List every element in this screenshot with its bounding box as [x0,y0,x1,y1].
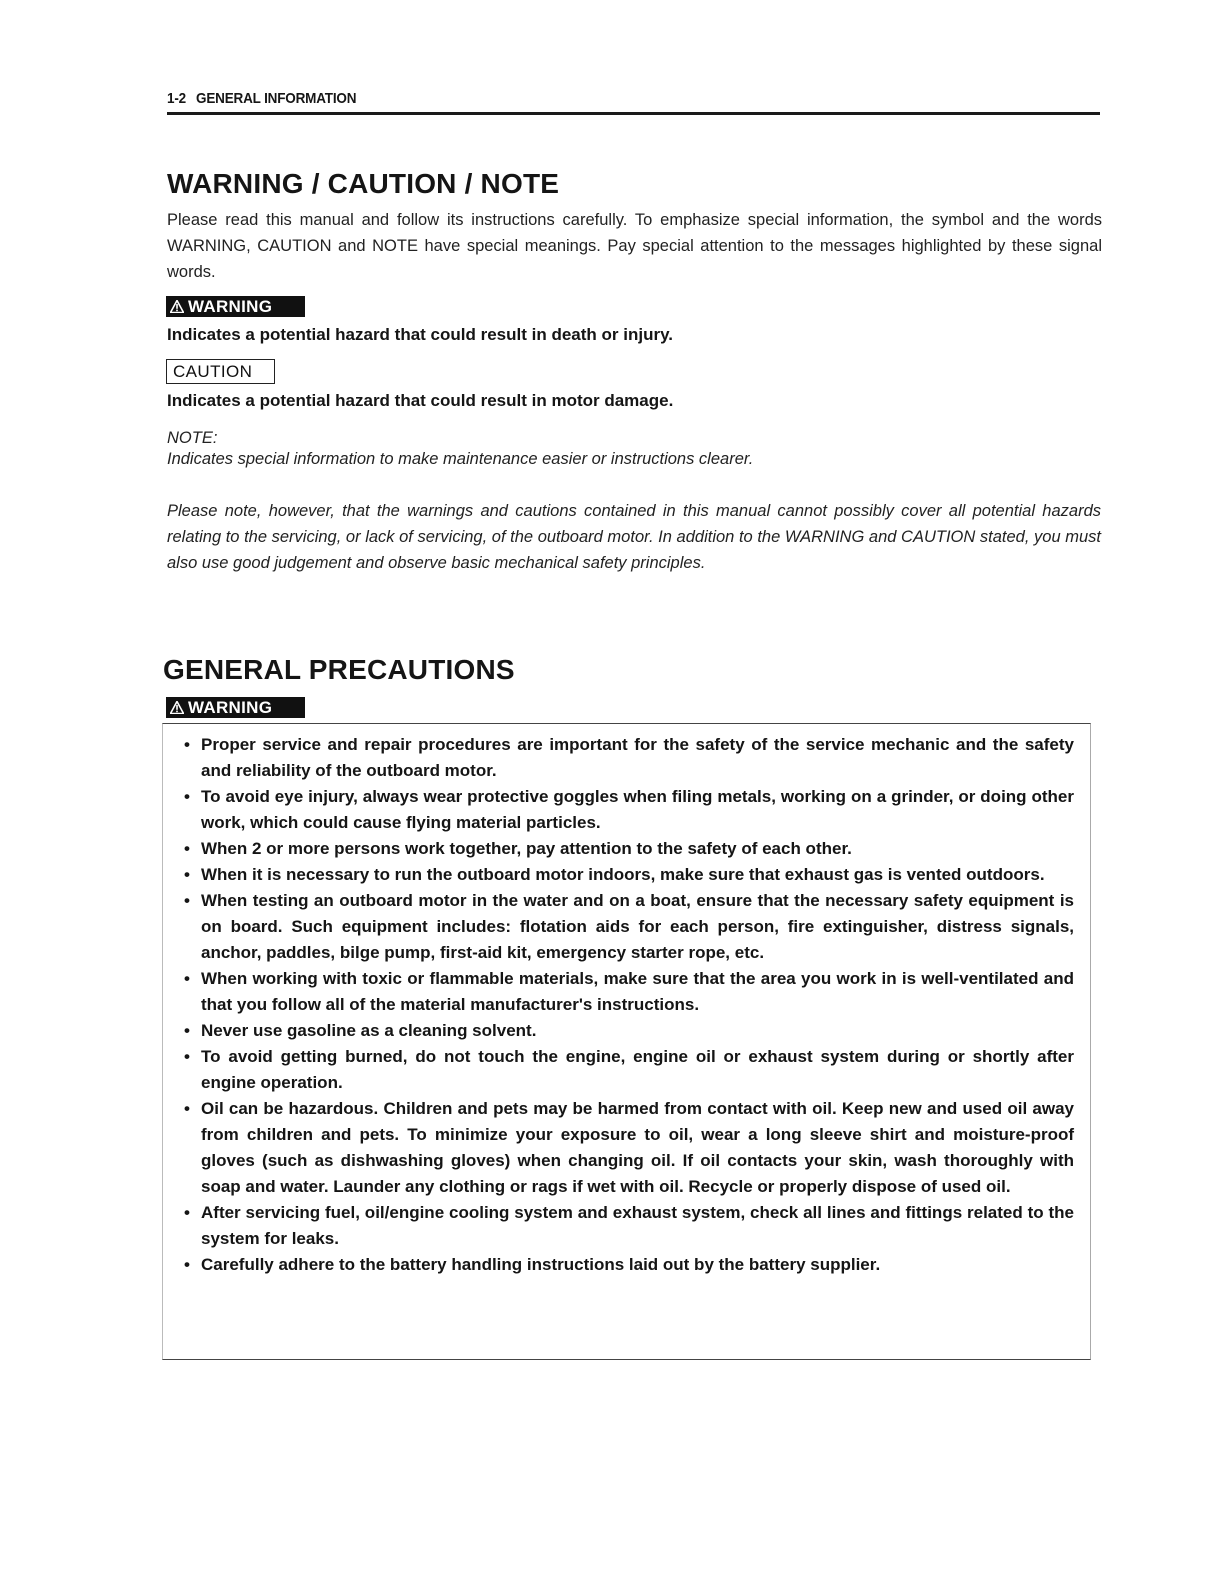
bullet: • [184,969,190,988]
precautions-warning-badge [166,697,305,718]
list-item-text: When it is necessary to run the outboard motor indoors, make sure that exhaust gas is vented outdoors. [201,865,1045,884]
warning-triangle-icon [170,701,184,714]
bullet: • [184,891,190,910]
bullet: • [184,1047,190,1066]
section-title-warning-caution-note: WARNING / CAUTION / NOTE [167,168,560,199]
bullet: • [184,1099,190,1118]
note-label: NOTE: [167,429,218,447]
list-item-text: Oil can be hazardous. Children and pets may be harmed from contact with oil. Keep new and used oil away from children and pets. To minimize your exposure to oil, wear a long sleeve shirt and moisture-proof gloves (such as dishwashing gloves) when changing oil. If oil contacts your skin, wash thoroughly with soap and water. Launder any clothing or rags if wet with oil. Recycle or properly dispose of used oil. [201,1099,1074,1196]
caution-badge: CAUTION [166,359,275,384]
list-item [184,1018,1074,1044]
list-item [184,732,1074,784]
bullet: • [184,735,190,754]
caution-definition: Indicates a potential hazard that could result in motor damage. [167,391,674,410]
disclaimer-paragraph: Please note, however, that the warnings and cautions contained in this manual cannot possibly cover all potential hazards relating to the servicing, or lack of servicing, of the outboard motor. In addition to the WARNING and CAUTION stated, you must also use good judgement and observe basic mechanical safety principles. [167,502,1101,572]
list-item-text: When 2 or more persons work together, pay attention to the safety of each other. [201,839,852,858]
list-item-text: When working with toxic or flammable materials, make sure that the area you work in is well-ventilated and that you follow all of the material manufacturer's instructions. [201,969,1074,1014]
list-item [184,836,1074,862]
list-item-text: To avoid getting burned, do not touch the engine, engine oil or exhaust system during or shortly after engine operation. [201,1047,1074,1092]
note-definition: Indicates special information to make maintenance easier or instructions clearer. [167,450,754,468]
running-header-section: GENERAL INFORMATION [196,90,357,107]
list-item-text: When testing an outboard motor in the water and on a boat, ensure that the necessary safety equipment is on board. Such equipment includes: flotation aids for each person, fire extinguisher, distress signals, anchor, paddles, bilge pump, first-aid kit, emergency starter rope, etc. [201,891,1074,962]
list-item [184,784,1074,836]
warning-badge [166,296,305,317]
running-header [167,88,1100,115]
page-number: 1-2 [167,90,186,107]
list-item [184,966,1074,1018]
warning-badge-label: WARNING [188,297,273,316]
bullet: • [184,1255,190,1274]
list-item [184,1044,1074,1096]
list-item [184,862,1074,888]
section-title-general-precautions: GENERAL PRECAUTIONS [163,654,515,685]
bullet: • [184,787,190,806]
bullet: • [184,839,190,858]
bullet: • [184,865,190,884]
list-item-text: To avoid eye injury, always wear protective goggles when filing metals, working on a grinder, or doing other work, which could cause flying material particles. [201,787,1074,832]
intro-paragraph: Please read this manual and follow its instructions carefully. To emphasize special information, the symbol and the words WARNING, CAUTION and NOTE have special meanings. Pay special attention to the messages highlighted by these signal words. [167,211,1102,281]
precautions-warning-label: WARNING [188,698,273,717]
warning-triangle-icon [170,300,184,313]
list-item [184,1252,1074,1278]
bullet: • [184,1021,190,1040]
list-item [184,1096,1074,1200]
list-item-text: Proper service and repair procedures are important for the safety of the service mechanic and the safety and reliability of the outboard motor. [201,735,1074,780]
precautions-list [184,732,1074,1278]
list-item-text: After servicing fuel, oil/engine cooling system and exhaust system, check all lines and fittings related to the system for leaks. [201,1203,1074,1248]
list-item-text: Carefully adhere to the battery handling instructions laid out by the battery supplier. [201,1255,881,1274]
list-item-text: Never use gasoline as a cleaning solvent. [201,1021,537,1040]
warning-definition: Indicates a potential hazard that could result in death or injury. [167,325,673,344]
list-item [184,1200,1074,1252]
bullet: • [184,1203,190,1222]
list-item [184,888,1074,966]
